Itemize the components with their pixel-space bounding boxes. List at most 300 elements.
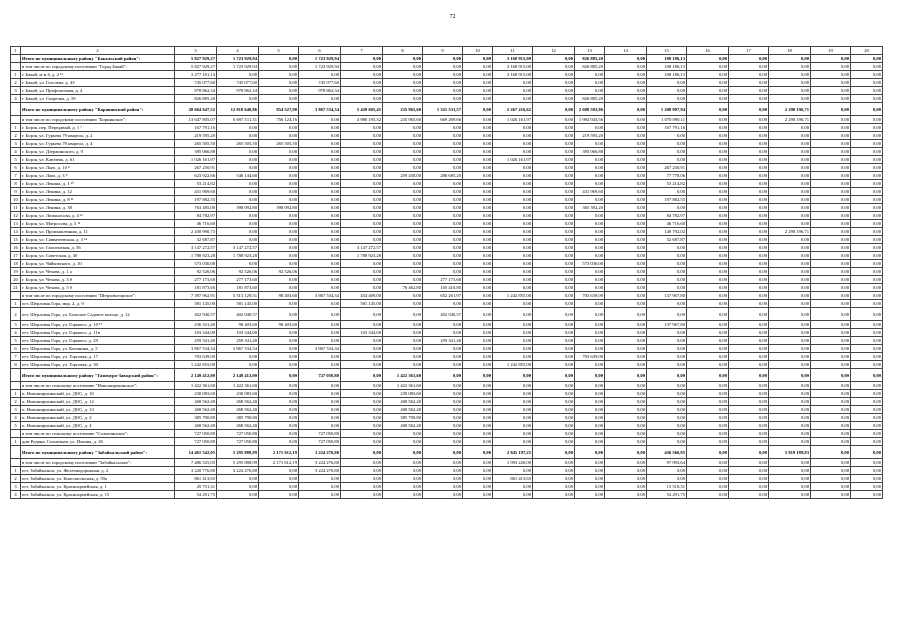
cell-col-18: 0,00 — [769, 204, 811, 212]
cell-col-13: 0,00 — [575, 390, 605, 398]
cell-col-15: 32 687,87 — [647, 236, 687, 244]
cell-col-18: 0,00 — [769, 276, 811, 284]
cell-col-8: 0,00 — [383, 148, 423, 156]
row-number: 7 — [11, 353, 21, 361]
cell-col-16: 0,00 — [687, 321, 729, 329]
cell-col-20: 0,00 — [851, 292, 883, 300]
cell-col-20: 0,00 — [851, 398, 883, 406]
cell-col-16: 0,00 — [687, 63, 729, 71]
cell-col-11: 0,00 — [493, 345, 533, 353]
cell-col-14: 0,00 — [605, 300, 647, 308]
table-row — [11, 63, 883, 71]
column-number-14: 14 — [605, 47, 647, 55]
cell-col-17: 0,00 — [729, 188, 769, 196]
cell-col-14: 0,00 — [605, 132, 647, 140]
cell-col-15: 0,00 — [647, 87, 687, 95]
cell-col-19: 0,00 — [811, 284, 851, 292]
cell-col-3: 1 242 855,00 — [175, 361, 217, 369]
cell-col-5: 0,00 — [259, 148, 299, 156]
cell-col-18: 0,00 — [769, 172, 811, 180]
cell-col-7: 0,00 — [341, 276, 383, 284]
cell-col-8: 0,00 — [383, 132, 423, 140]
cell-col-9: 0,00 — [423, 353, 463, 361]
cell-col-11: 0,00 — [493, 369, 533, 382]
cell-col-9: 0,00 — [423, 87, 463, 95]
row-name: пгт. Шерловая Гора, ул. Горького, д. 11в — [21, 329, 175, 337]
cell-col-10: 0,00 — [463, 414, 493, 422]
cell-col-14: 0,00 — [605, 252, 647, 260]
cell-col-20: 0,00 — [851, 414, 883, 422]
row-name: в том числе по сельскому поселению "Солнечинское": — [21, 430, 175, 438]
cell-col-12: 0,00 — [533, 124, 575, 132]
cell-col-12: 0,00 — [533, 268, 575, 276]
cell-col-17: 0,00 — [729, 180, 769, 188]
cell-col-3: 197 882,55 — [175, 196, 217, 204]
cell-col-16: 0,00 — [687, 132, 729, 140]
cell-col-3: 1 422 361,60 — [175, 382, 217, 390]
cell-col-11: 0,00 — [493, 95, 533, 103]
cell-col-14: 0,00 — [605, 321, 647, 329]
cell-col-18: 5 819 189,83 — [769, 446, 811, 459]
cell-col-7: 0,00 — [341, 446, 383, 459]
cell-col-4: 0,00 — [217, 132, 259, 140]
cell-col-3: 20 664 647,52 — [175, 103, 217, 116]
cell-col-11: 0,00 — [493, 268, 533, 276]
cell-col-9: 0,00 — [423, 79, 463, 87]
row-name: г. Борзя, ул. Промышленная, д. 11 — [21, 228, 175, 236]
cell-col-14: 0,00 — [605, 446, 647, 459]
cell-col-5: 92 526,06 — [259, 268, 299, 276]
cell-col-15: 0,00 — [647, 252, 687, 260]
cell-col-7: 0,00 — [341, 87, 383, 95]
cell-col-4: 277 173,60 — [217, 276, 259, 284]
cell-col-4: 265 505,50 — [217, 140, 259, 148]
row-name: г. Борзя, пер. Передавый, д. 1 ⁷ — [21, 124, 175, 132]
cell-col-17: 0,00 — [729, 63, 769, 71]
cell-col-17: 0,00 — [729, 204, 769, 212]
cell-col-5: 0,00 — [259, 212, 299, 220]
cell-col-15: 140 792,02 — [647, 228, 687, 236]
cell-col-10: 0,00 — [463, 475, 493, 483]
cell-col-15: 53 214,82 — [647, 180, 687, 188]
cell-col-4: 581 145,00 — [217, 300, 259, 308]
cell-col-7: 0,00 — [341, 156, 383, 164]
cell-col-3: 431 969,60 — [175, 188, 217, 196]
cell-col-10: 0,00 — [463, 244, 493, 252]
cell-col-11: 0,00 — [493, 188, 533, 196]
cell-col-15: 0,00 — [647, 132, 687, 140]
row-number: 13 — [11, 220, 21, 228]
cell-col-17: 0,00 — [729, 236, 769, 244]
cell-col-20: 0,00 — [851, 390, 883, 398]
row-number: 20 — [11, 276, 21, 284]
cell-col-11: 0,00 — [493, 228, 533, 236]
cell-col-6: 0,00 — [299, 361, 341, 369]
cell-col-17: 0,00 — [729, 252, 769, 260]
cell-col-14: 0,00 — [605, 284, 647, 292]
cell-col-16: 0,00 — [687, 87, 729, 95]
cell-col-19: 0,00 — [811, 369, 851, 382]
cell-col-17: 0,00 — [729, 196, 769, 204]
cell-col-14: 0,00 — [605, 196, 647, 204]
cell-col-17: 0,00 — [729, 268, 769, 276]
cell-col-7: 4 986 195,32 — [341, 116, 383, 124]
row-name: в том числе по городскому поселению "Забайкальское": — [21, 459, 175, 467]
cell-col-19: 0,00 — [811, 95, 851, 103]
cell-col-19: 0,00 — [811, 71, 851, 79]
cell-col-16: 0,00 — [687, 180, 729, 188]
cell-col-19: 0,00 — [811, 132, 851, 140]
cell-col-15: 137 967,80 — [647, 292, 687, 300]
row-number: 3 — [11, 87, 21, 95]
cell-col-11: 2 267 216,62 — [493, 103, 533, 116]
cell-col-20: 0,00 — [851, 422, 883, 430]
cell-col-10: 0,00 — [463, 467, 493, 475]
cell-col-10: 0,00 — [463, 308, 493, 321]
cell-col-17: 0,00 — [729, 369, 769, 382]
cell-col-15: 0,00 — [647, 308, 687, 321]
cell-col-8: 0,00 — [383, 236, 423, 244]
cell-col-20: 0,00 — [851, 140, 883, 148]
cell-col-9: 286 685,20 — [423, 172, 463, 180]
cell-col-6: 0,00 — [299, 268, 341, 276]
cell-col-17: 0,00 — [729, 438, 769, 446]
row-name: г. Борзя, ул. Лаzo, д. 3 ⁹ — [21, 172, 175, 180]
cell-col-9: 0,00 — [423, 140, 463, 148]
cell-col-18: 0,00 — [769, 87, 811, 95]
cell-col-3: 573 030,00 — [175, 260, 217, 268]
cell-col-16: 0,00 — [687, 228, 729, 236]
row-number: 12 — [11, 212, 21, 220]
cell-col-7: 0,00 — [341, 140, 383, 148]
cell-col-17: 0,00 — [729, 228, 769, 236]
cell-col-12: 0,00 — [533, 475, 575, 483]
cell-col-12: 0,00 — [533, 292, 575, 300]
cell-col-17: 0,00 — [729, 212, 769, 220]
cell-col-4: 6 697 511,31 — [217, 116, 259, 124]
cell-col-15: 0,00 — [647, 268, 687, 276]
cell-col-9: 0,00 — [423, 483, 463, 491]
cell-col-8: 0,00 — [383, 292, 423, 300]
cell-col-8: 1 422 361,60 — [383, 382, 423, 390]
cell-col-16: 0,00 — [687, 188, 729, 196]
row-number: 6 — [11, 345, 21, 353]
cell-col-20: 0,00 — [851, 284, 883, 292]
cell-col-16: 0,00 — [687, 79, 729, 87]
cell-col-19: 0,00 — [811, 406, 851, 414]
cell-col-13: 0,00 — [575, 284, 605, 292]
cell-col-10: 0,00 — [463, 180, 493, 188]
column-number-1: 1 — [11, 47, 21, 55]
table-row — [11, 268, 883, 276]
cell-col-5: 0,00 — [259, 164, 299, 172]
cell-col-15: 77 778,06 — [647, 172, 687, 180]
cell-col-8: 0,00 — [383, 212, 423, 220]
column-number-18: 18 — [769, 47, 811, 55]
cell-col-10: 0,00 — [463, 353, 493, 361]
row-number: 6 — [11, 164, 21, 172]
column-number-9: 9 — [423, 47, 463, 55]
cell-col-11: 1 242 855,00 — [493, 292, 533, 300]
cell-col-19: 0,00 — [811, 337, 851, 345]
cell-col-9: 0,00 — [423, 228, 463, 236]
cell-col-20: 0,00 — [851, 491, 883, 499]
cell-col-11: 0,00 — [493, 124, 533, 132]
cell-col-4: 745 077,60 — [217, 79, 259, 87]
cell-col-20: 0,00 — [851, 483, 883, 491]
cell-col-11: 1 993 226,00 — [493, 459, 533, 467]
cell-col-14: 0,00 — [605, 491, 647, 499]
table-row — [11, 116, 883, 124]
cell-col-10: 0,00 — [463, 132, 493, 140]
cell-col-10: 0,00 — [463, 268, 493, 276]
cell-col-19: 0,00 — [811, 390, 851, 398]
cell-col-11: 0,00 — [493, 180, 533, 188]
row-name: г. Борзя, ул. Ключева, д. 61 — [21, 156, 175, 164]
cell-col-20: 0,00 — [851, 300, 883, 308]
cell-col-15: 0,00 — [647, 430, 687, 438]
cell-col-7: 103 344,00 — [341, 329, 383, 337]
cell-col-13: 0,00 — [575, 300, 605, 308]
cell-col-15: 0,00 — [647, 148, 687, 156]
cell-col-8: 1 422 361,60 — [383, 369, 423, 382]
cell-col-14: 0,00 — [605, 220, 647, 228]
cell-col-3: 92 526,06 — [175, 268, 217, 276]
row-number: 14 — [11, 228, 21, 236]
cell-col-20: 0,00 — [851, 212, 883, 220]
cell-col-15: 0,00 — [647, 79, 687, 87]
cell-col-10: 0,00 — [463, 55, 493, 63]
cell-col-16: 0,00 — [687, 95, 729, 103]
cell-col-19: 0,00 — [811, 63, 851, 71]
cell-col-4: 259 341,40 — [217, 337, 259, 345]
cell-col-19: 0,00 — [811, 276, 851, 284]
cell-col-11: 0,00 — [493, 132, 533, 140]
cell-col-8: 0,00 — [383, 55, 423, 63]
cell-col-8: 385 790,80 — [383, 414, 423, 422]
cell-col-5: 0,00 — [259, 252, 299, 260]
cell-col-15: 0,00 — [647, 276, 687, 284]
cell-col-17: 0,00 — [729, 156, 769, 164]
cell-col-15: 0,00 — [647, 353, 687, 361]
table-row — [11, 103, 883, 116]
cell-col-18: 0,00 — [769, 337, 811, 345]
cell-col-6: 0,00 — [299, 329, 341, 337]
table-row — [11, 406, 883, 414]
cell-col-18: 0,00 — [769, 414, 811, 422]
cell-col-5: 0,00 — [259, 87, 299, 95]
cell-col-20: 0,00 — [851, 459, 883, 467]
cell-col-19: 0,00 — [811, 398, 851, 406]
cell-col-4: 3 867 534,34 — [217, 345, 259, 353]
cell-col-20: 0,00 — [851, 180, 883, 188]
cell-col-9: 0,00 — [423, 204, 463, 212]
cell-col-20: 0,00 — [851, 475, 883, 483]
cell-col-5: 0,00 — [259, 220, 299, 228]
cell-col-16: 0,00 — [687, 300, 729, 308]
table-row — [11, 228, 883, 236]
cell-col-19: 0,00 — [811, 292, 851, 300]
cell-col-12: 0,00 — [533, 390, 575, 398]
cell-col-10: 0,00 — [463, 196, 493, 204]
cell-col-9: 0,00 — [423, 148, 463, 156]
cell-col-12: 0,00 — [533, 204, 575, 212]
cell-col-13: 0,00 — [575, 140, 605, 148]
table-row — [11, 446, 883, 459]
cell-col-20: 0,00 — [851, 132, 883, 140]
cell-col-18: 0,00 — [769, 308, 811, 321]
cell-col-7: 0,00 — [341, 172, 383, 180]
cell-col-16: 0,00 — [687, 204, 729, 212]
cell-col-12: 0,00 — [533, 79, 575, 87]
cell-col-12: 0,00 — [533, 228, 575, 236]
cell-col-7: 3 147 272,57 — [341, 244, 383, 252]
cell-col-7: 0,00 — [341, 204, 383, 212]
cell-col-13: 0,00 — [575, 414, 605, 422]
cell-col-8: 235 965,60 — [383, 116, 423, 124]
row-number: 21 — [11, 284, 21, 292]
cell-col-5: 0,00 — [259, 124, 299, 132]
cell-col-7: 434 409,00 — [341, 292, 383, 300]
cell-col-9: 0,00 — [423, 212, 463, 220]
cell-col-11: 0,00 — [493, 284, 533, 292]
cell-col-16: 0,00 — [687, 292, 729, 300]
column-number-7: 7 — [341, 47, 383, 55]
cell-col-8: 268 562,40 — [383, 398, 423, 406]
cell-col-19: 0,00 — [811, 236, 851, 244]
cell-col-11: 0,00 — [493, 252, 533, 260]
cell-col-14: 0,00 — [605, 148, 647, 156]
cell-col-11: 0,00 — [493, 140, 533, 148]
cell-col-12: 0,00 — [533, 220, 575, 228]
cell-col-17: 0,00 — [729, 467, 769, 475]
cell-col-20: 0,00 — [851, 116, 883, 124]
cell-col-8: 0,00 — [383, 308, 423, 321]
cell-col-5: 0,00 — [259, 71, 299, 79]
cell-col-5: 398 092,80 — [259, 204, 299, 212]
table-row — [11, 55, 883, 63]
table-row — [11, 87, 883, 95]
cell-col-6: 0,00 — [299, 188, 341, 196]
cell-col-12: 0,00 — [533, 156, 575, 164]
cell-col-6: 0,00 — [299, 308, 341, 321]
cell-col-8: 0,00 — [383, 446, 423, 459]
cell-col-10: 0,00 — [463, 236, 493, 244]
cell-col-18: 0,00 — [769, 353, 811, 361]
cell-col-13: 365 392,20 — [575, 204, 605, 212]
cell-col-16: 0,00 — [687, 116, 729, 124]
cell-col-19: 0,00 — [811, 55, 851, 63]
cell-col-12: 0,00 — [533, 308, 575, 321]
row-name: г. Борзя, ул. Гурьева 79 квартал, д. 4 — [21, 140, 175, 148]
row-name: пгт. Забайкальск, ул. Красноармейская, д. 1 — [21, 483, 175, 491]
row-name: п. Новоширокинский, ул. ДОС, д. 13 — [21, 406, 175, 414]
cell-col-5: 0,00 — [259, 382, 299, 390]
cell-col-20: 0,00 — [851, 308, 883, 321]
row-name: пгт. Шерловая Гора, ул. Торговая, д. 30 — [21, 361, 175, 369]
cell-col-17: 0,00 — [729, 483, 769, 491]
row-name: дом Родина, Солнечная, ул. Ильина, д. 26 — [21, 438, 175, 446]
cell-col-15: 0,00 — [647, 475, 687, 483]
cell-col-13: 0,00 — [575, 361, 605, 369]
cell-col-17: 0,00 — [729, 446, 769, 459]
cell-col-12: 0,00 — [533, 369, 575, 382]
cell-col-8: 0,00 — [383, 63, 423, 71]
cell-col-11: 0,00 — [493, 308, 533, 321]
cell-col-16: 0,00 — [687, 491, 729, 499]
cell-col-8: 230 083,60 — [383, 390, 423, 398]
cell-col-20: 0,00 — [851, 204, 883, 212]
cell-col-10: 0,00 — [463, 446, 493, 459]
cell-col-5: 0,00 — [259, 406, 299, 414]
cell-col-15: 46 716,60 — [647, 220, 687, 228]
cell-col-11: 0,00 — [493, 398, 533, 406]
cell-col-6: 3 224 276,80 — [299, 459, 341, 467]
cell-col-9: 0,00 — [423, 361, 463, 369]
table-row — [11, 414, 883, 422]
cell-col-8: 0,00 — [383, 204, 423, 212]
cell-col-9: 0,00 — [423, 467, 463, 475]
cell-col-15: 0,00 — [647, 337, 687, 345]
cell-col-8: 235 965,60 — [383, 103, 423, 116]
cell-col-18: 0,00 — [769, 369, 811, 382]
row-name: г. Борзя, ул. Матросова, д. 3 ¹³ — [21, 220, 175, 228]
cell-col-4: 0,00 — [217, 491, 259, 499]
row-number: 1 — [11, 467, 21, 475]
cell-col-18: 0,00 — [769, 252, 811, 260]
cell-col-9: 0,00 — [423, 406, 463, 414]
cell-col-16: 0,00 — [687, 345, 729, 353]
cell-col-17: 0,00 — [729, 390, 769, 398]
cell-col-6: 0,00 — [299, 491, 341, 499]
cell-col-4: 3 224 276,80 — [217, 467, 259, 475]
cell-col-13: 0,00 — [575, 212, 605, 220]
row-name: г. Борзя, ул. Дзержинского, д. 9 — [21, 148, 175, 156]
cell-col-14: 0,00 — [605, 260, 647, 268]
cell-col-14: 0,00 — [605, 244, 647, 252]
cell-col-13: 0,00 — [575, 422, 605, 430]
cell-col-15: 167 791,16 — [647, 124, 687, 132]
cell-col-14: 0,00 — [605, 430, 647, 438]
cell-col-3: 7 397 962,91 — [175, 292, 217, 300]
cell-col-19: 0,00 — [811, 252, 851, 260]
column-number-10: 10 — [463, 47, 493, 55]
cell-col-8: 0,00 — [383, 430, 423, 438]
cell-col-14: 0,00 — [605, 124, 647, 132]
cell-col-15: 0,00 — [647, 284, 687, 292]
cell-col-15: 0,00 — [647, 204, 687, 212]
cell-col-12: 0,00 — [533, 55, 575, 63]
cell-col-13: 0,00 — [575, 124, 605, 132]
cell-col-6: 1 723 929,94 — [299, 63, 341, 71]
row-number: 1 — [11, 438, 21, 446]
cell-col-13: 0,00 — [575, 228, 605, 236]
cell-col-19: 0,00 — [811, 140, 851, 148]
cell-col-16: 0,00 — [687, 308, 729, 321]
cell-col-18: 0,00 — [769, 483, 811, 491]
cell-col-12: 0,00 — [533, 300, 575, 308]
row-number — [11, 446, 21, 459]
cell-col-4: 0,00 — [217, 228, 259, 236]
row-number: 5 — [11, 156, 21, 164]
cell-col-16: 0,00 — [687, 124, 729, 132]
cell-col-13: 1 984 943,56 — [575, 116, 605, 124]
cell-col-7: 0,00 — [341, 284, 383, 292]
cell-col-17: 0,00 — [729, 422, 769, 430]
cell-col-16: 0,00 — [687, 483, 729, 491]
cell-col-18: 0,00 — [769, 71, 811, 79]
cell-col-7: 0,00 — [341, 71, 383, 79]
